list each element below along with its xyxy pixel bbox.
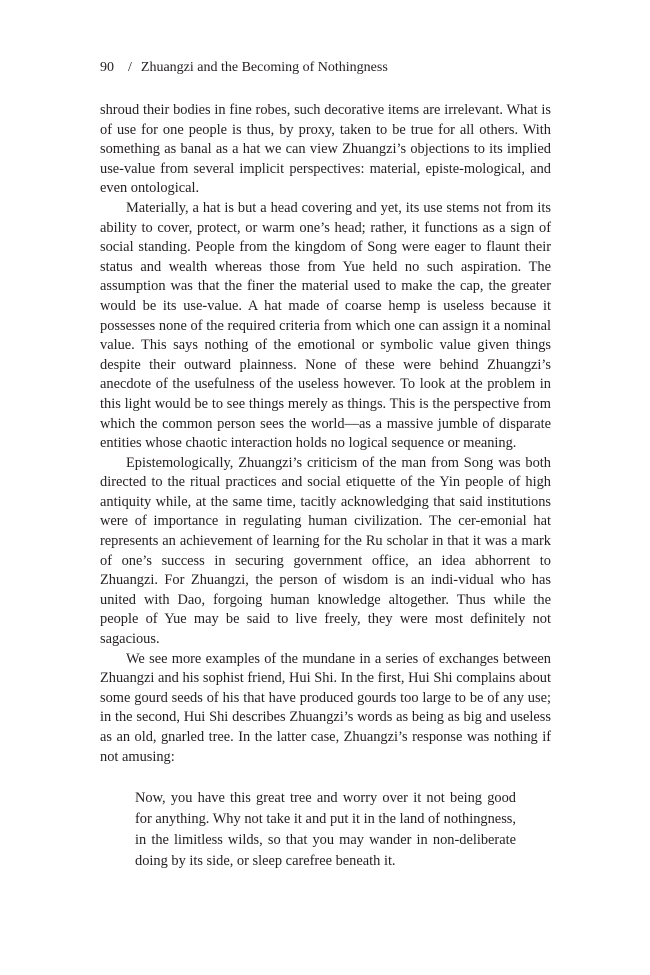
paragraph-2: Materially, a hat is but a head covering and yet, its use stems not from its ability to cover, protect, or warm one’s head; rather, it functions as a sign of social standing. People from the kingdom of Song were eager to flaunt their status and wealth whereas those from Yue held no such aspiration. The assumption was that the finer the material used to make the cap, the greater would be its use-value. A hat made of coarse hemp is useless because it possesses none of the required criteria from which one can assign it a nominal value. This says nothing of the emotional or symbolic value given things despite their outward plainness. None of these were behind Zhuangzi’s anecdote of the usefulness of the useless however. To look at the problem in this light would be to see things merely as things. This is the perspective from which the common person sees the world—as a massive jumble of disparate entities whose chaotic interaction holds no logical sequence or meaning. — [100, 199, 551, 452]
page-number: 90 — [100, 60, 114, 75]
paragraph-1: shroud their bodies in fine robes, such decorative items are irrelevant. What is of use for one people is thus, by proxy, taken to be true for all others. With something as banal as a hat we can view Zhuangzi’s objections to its implied use-value from several implicit perspectives: material, episte-mological, and even ontological. — [100, 102, 551, 197]
running-head — [100, 58, 560, 78]
running-title: Zhuangzi and the Becoming of Nothingness — [140, 60, 388, 75]
body-text — [100, 101, 551, 872]
header-separator: / — [128, 60, 132, 75]
block-quote: Now, you have this great tree and worry over it not being good for anything. Why not take it and put it in the land of nothingness, in the limitless wilds, so that you may wander in non-deliberate doing by its side, or sleep carefree beneath it. — [135, 790, 516, 870]
paragraph-3: Epistemologically, Zhuangzi’s criticism of the man from Song was both directed to the ritual practices and social etiquette of the Yin people of high antiquity while, at the same time, tacitly acknowledging that said institutions were of importance in regulating human civilization. The cer-emonial hat represents an achievement of learning for the Ru scholar in that it was a mark of one’s success in securing government office, an idea abhorrent to Zhuangzi. For Zhuangzi, the person of wisdom is an indi-vidual who has united with Dao, forgoing human knowledge altogether. Thus while the people of Yue may be said to live freely, they were most definitely not sagacious. — [100, 454, 551, 648]
paragraph-4: We see more examples of the mundane in a series of exchanges between Zhuangzi and his sophist friend, Hui Shi. In the first, Hui Shi complains about some gourd seeds of his that have produced gourds too large to be of any use; in the second, Hui Shi describes Zhuangzi’s words as being as big and useless as an old, gnarled tree. In the latter case, Zhuangzi’s response was nothing if not amusing: — [100, 650, 551, 765]
